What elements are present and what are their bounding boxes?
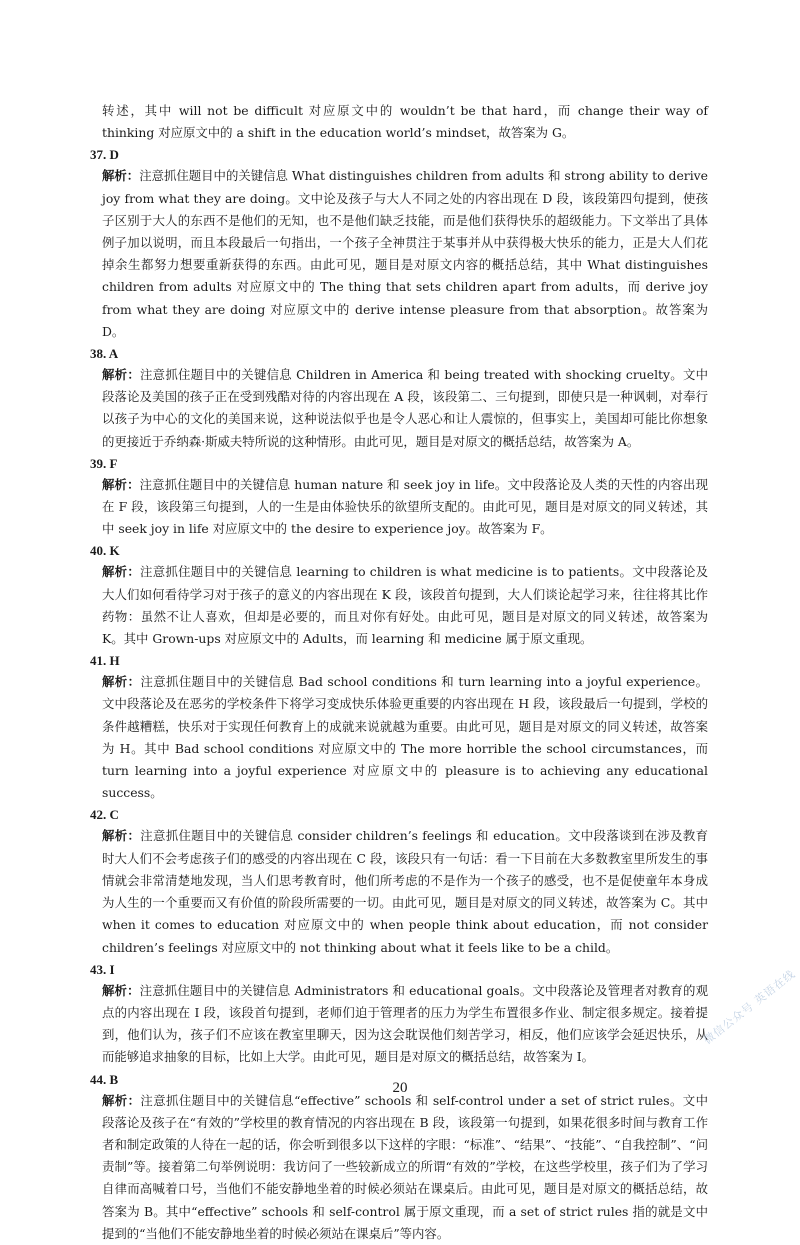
intro-paragraph: 转述，其中 will not be difficult 对应原文中的 wouldn’t be that hard，而 change their way of thinking 对应原文中的 a shift in the education world’s mindset，故答案为 G。 bbox=[102, 103, 708, 141]
explanation-paragraph bbox=[102, 671, 708, 804]
question-number: 39. F bbox=[90, 455, 118, 471]
answer-entry bbox=[90, 960, 708, 1069]
answer-entry bbox=[90, 145, 708, 343]
explanation-paragraph bbox=[102, 474, 708, 541]
explanation-paragraph bbox=[102, 1090, 708, 1245]
question-number: 42. C bbox=[90, 807, 119, 823]
explanation-text: 注意抓住题目中的关键信息 human nature 和 seek joy in life。文中段落论及人类的天性的内容出现在 F 段，该段第三句提到，人的一生是由体验快乐的欲望所支配的。由此可见，题目是对原文的同义转述，其中 seek joy in life 对应原文中的 the desire to experience joy。故答案为 F。 bbox=[102, 476, 708, 537]
explanation-label: 解析： bbox=[102, 674, 141, 690]
question-number: 40. K bbox=[90, 543, 120, 559]
answer-entry bbox=[90, 454, 708, 541]
explanation-label: 解析： bbox=[102, 476, 140, 492]
explanation-label: 解析： bbox=[102, 168, 140, 184]
explanation-paragraph bbox=[102, 165, 708, 343]
explanation-text: 注意抓住题目中的关键信息 What distinguishes children from adults 和 strong ability to derive joy from what they are doing。文中论及孩子与大人不同之处的内容出现在 D 段，该段第四句提到，使孩子区别于大人的东西不是他们的无知，也不是他们缺乏技能，而是他们获得快乐的超级能力。下文举出了具体例子加以说明，而且本段最后一句指出，一个孩子全神贯注于某事并从中获得极大快乐的能力，正是大人们花掉余生都努力想要重新获得的东西。由此可见，题目是对原文内容的概括总结，其中 What distinguishes children from adults 对应原文中的 The thing that sets children apart from adults，而 derive joy from what they are doing 对应原文中的 derive intense pleasure from that absorption。故答案为 D。 bbox=[102, 168, 708, 339]
explanation-label: 解析： bbox=[102, 367, 140, 383]
explanation-text: 注意抓住题目中的关键信息 Bad school conditions 和 turn learning into a joyful experience。文中段落论及在恶劣的学校条件下将学习变成快乐体验更重要的内容出现在 H 段，该段最后一句提到，学校的条件越糟糕，快乐对于实现任何教育上的成就来说就越为重要。由此可见，题目是对原文的同义转述，故答案为 H。其中 Bad school conditions 对应原文中的 The more horrible the school circumstances，而 turn learning into a joyful experience 对应原文中的 pleasure is to achieving any educational success。 bbox=[102, 674, 708, 801]
explanation-label: 解析： bbox=[102, 1092, 141, 1108]
explanation-text: 注意抓住题目中的关键信息“effective” schools 和 self-control under a set of strict rules。文中段落论及孩子在“有效的”学校里的教育情况的内容出现在 B 段，该段第一句提到，如果花很多时间与教育工作者和制定政策的人待在一起的话，你会听到很多以下这样的字眼：“标准”、“结果”、“技能”、“自我控制”、“问责制”等。接着第二句举例说明：我访问了一些较新成立的所谓“有效的”学校，在这些学校里，孩子们为了学习自律而高喊着口号，当他们不能安静地坐着的时候必须站在课桌后。由此可见，题目是对原文的概括总结，故答案为 B。其中“effective” schools 和 self-control 属于原文重现，而 a set of strict rules 指的就是文中提到的“当他们不能安静地坐着的时候必须站在课桌后”等内容。 bbox=[102, 1092, 708, 1241]
explanation-text: 注意抓住题目中的关键信息 consider children’s feelings 和 education。文中段落谈到在涉及教育时大人们不会考虑孩子们的感受的内容出现在 C 段，该段只有一句话：看一下目前在大多数教室里所发生的事情就会非常清楚地发现，当人们思考教育时，他们所考虑的不是作为一个孩子的感受，也不是促使童年本身成为人生的一个重要而又有价值的阶段所需要的一切。由此可见，题目是对原文的同义转述，故答案为 C。其中 when it comes to education 对应原文中的 when people think about education，而 not consider children’s feelings 对应原文中的 not thinking about what it feels like to be a child。 bbox=[102, 828, 709, 955]
answer-entry bbox=[90, 344, 709, 453]
question-number: 38. A bbox=[90, 346, 119, 362]
page-number: 20 bbox=[392, 1080, 408, 1096]
explanation-text: 注意抓住题目中的关键信息 Administrators 和 educational goals。文中段落论及管理者对教育的观点的内容出现在 I 段，该段首句提到，老师们迫于管理者的压力为学生布置很多作业、制定很多规定。接着提到，他们认为，孩子们不应该在教室里聊天，因为这会耽误他们刻苦学习，相反，他们应该学会延迟快乐，从而能够追求抽象的目标，比如上大学。由此可见，题目是对原文的概括总结，故答案为 I。 bbox=[102, 982, 708, 1065]
explanation-text: 注意抓住题目中的关键信息 Children in America 和 being treated with shocking cruelty。文中段落论及美国的孩子正在受到残酷对待的内容出现在 A 段，该段第二、三句提到，即使只是一种讽刺，对奉行以孩子为中心的文化的美国来说，这种说法似乎也是令人恶心和让人震惊的，但事实上，美国却可能比你想象的更接近于乔纳森·斯威夫特所说的这种情形。由此可见，题目是对原文的概括总结，故答案为 A。 bbox=[102, 367, 709, 449]
question-number: 41. H bbox=[90, 653, 120, 669]
answer-entry bbox=[90, 805, 709, 958]
explanation-text: 注意抓住题目中的关键信息 learning to children is what medicine is to patients。文中段落论及大人们如何看待学习对于孩子的意义的内容出现在 K 段，该段首句提到，大人们谈论起学习来，往往将其比作药物：虽然不让人喜欢，但却是必要的，而且对你有好处。由此可见，题目是对原文的同义转述，故答案为 K。其中 Grown-ups 对应原文中的 Adults，而 learning 和 medicine 属于原文重现。 bbox=[102, 564, 709, 647]
question-number: 43. I bbox=[90, 961, 115, 977]
answer-entry bbox=[90, 541, 709, 650]
answer-entry bbox=[90, 651, 708, 804]
explanation-paragraph bbox=[102, 980, 708, 1069]
question-number: 44. B bbox=[90, 1071, 119, 1087]
answer-explanations bbox=[90, 100, 709, 1245]
explanation-paragraph bbox=[102, 561, 708, 650]
watermark: 微信公众号 英语在线 bbox=[701, 967, 798, 1047]
question-number: 37. D bbox=[90, 147, 119, 163]
explanation-label: 解析： bbox=[102, 564, 141, 580]
explanation-paragraph bbox=[102, 364, 708, 453]
explanation-paragraph bbox=[102, 825, 708, 958]
explanation-label: 解析： bbox=[102, 982, 140, 998]
explanation-label: 解析： bbox=[102, 828, 141, 844]
